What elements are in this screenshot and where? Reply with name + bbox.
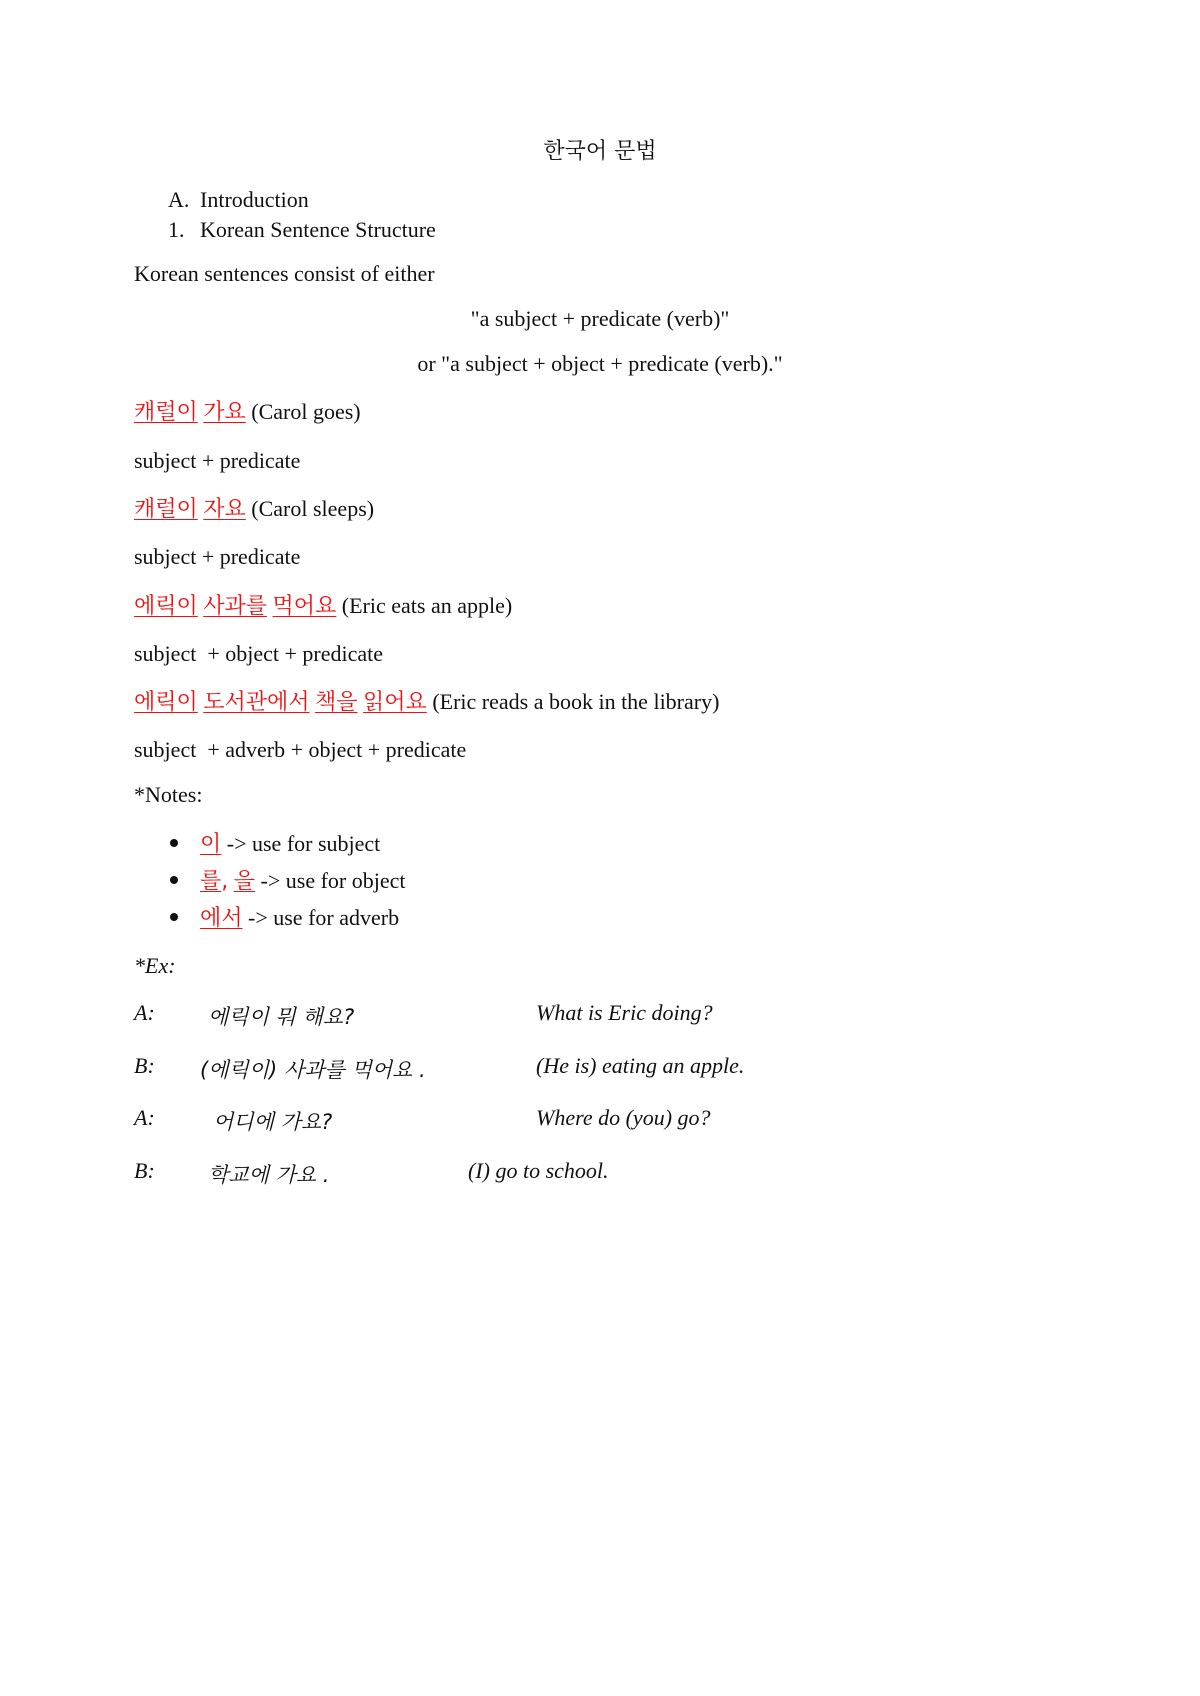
note-item: [200, 830, 380, 859]
korean-word: 캐럴이: [134, 497, 198, 522]
outline-marker: 1.: [168, 217, 185, 242]
korean-line: (에릭이) 사과를 먹어요 .: [200, 1058, 426, 1082]
english-line: (I) go to school.: [468, 1158, 609, 1183]
structure-label: subject + predicate: [134, 448, 301, 473]
ex-label: *Ex:: [134, 953, 176, 978]
english-line: (He is) eating an apple.: [536, 1053, 745, 1078]
speaker-label: A:: [134, 1000, 155, 1025]
speaker-label: B:: [134, 1053, 155, 1078]
korean-line: 학교에 가요 .: [208, 1163, 330, 1187]
bullet-icon: [170, 876, 178, 884]
example-sentence: [134, 495, 374, 524]
english-line: Where do (you) go?: [536, 1105, 711, 1130]
outline-item-a: [168, 186, 309, 214]
korean-word: 에릭이: [134, 594, 198, 619]
korean-line: 어디에 가요?: [213, 1110, 333, 1134]
particle: 이: [200, 832, 222, 857]
english-translation: (Eric eats an apple): [341, 593, 513, 618]
formula-1: "a subject + predicate (verb)": [470, 306, 730, 331]
korean-word: 도서관에서: [203, 690, 310, 715]
korean-word: 읽어요: [363, 690, 427, 715]
notes-label: *Notes:: [134, 782, 203, 807]
korean-word: 먹어요: [272, 594, 337, 619]
korean-line: 에릭이 뭐 해요?: [208, 1005, 355, 1029]
speaker-label: B:: [134, 1158, 155, 1183]
page-title: 한국어 문법: [543, 139, 657, 164]
korean-word: 책을: [315, 690, 358, 715]
particle: 를: [200, 869, 222, 894]
note-text: -> use for object: [260, 868, 406, 893]
note-text: -> use for subject: [226, 831, 381, 856]
structure-label: subject + adverb + object + predicate: [134, 737, 467, 762]
note-item: [200, 867, 406, 896]
example-sentence: [134, 688, 719, 717]
structure-label: subject + predicate: [134, 544, 301, 569]
note-item: [200, 904, 399, 933]
korean-word: 가요: [203, 400, 246, 425]
outline-item-1: [168, 216, 436, 244]
korean-word: 사과를: [203, 594, 268, 619]
english-line: What is Eric doing?: [536, 1000, 713, 1025]
korean-word: 에릭이: [134, 690, 198, 715]
example-sentence: [134, 398, 361, 427]
formula-2: or "a subject + object + predicate (verb).": [417, 351, 783, 376]
bullet-icon: [170, 913, 178, 921]
example-sentence: [134, 592, 512, 621]
bullet-icon: [170, 839, 178, 847]
note-text: -> use for adverb: [248, 905, 400, 930]
intro-text: Korean sentences consist of either: [134, 261, 435, 286]
korean-word: 캐럴이: [134, 400, 198, 425]
particle-separator: ,: [221, 869, 229, 894]
particle: 을: [233, 869, 256, 894]
english-translation: (Carol sleeps): [251, 496, 375, 521]
english-translation: (Eric reads a book in the library): [432, 689, 720, 714]
outline-text: Korean Sentence Structure: [200, 217, 436, 242]
outline-text: Introduction: [200, 187, 309, 212]
structure-label: subject + object + predicate: [134, 641, 383, 666]
particle: 에서: [200, 906, 243, 931]
outline-marker: A.: [168, 187, 190, 212]
speaker-label: A:: [134, 1105, 155, 1130]
korean-word: 자요: [203, 497, 246, 522]
english-translation: (Carol goes): [251, 399, 361, 424]
